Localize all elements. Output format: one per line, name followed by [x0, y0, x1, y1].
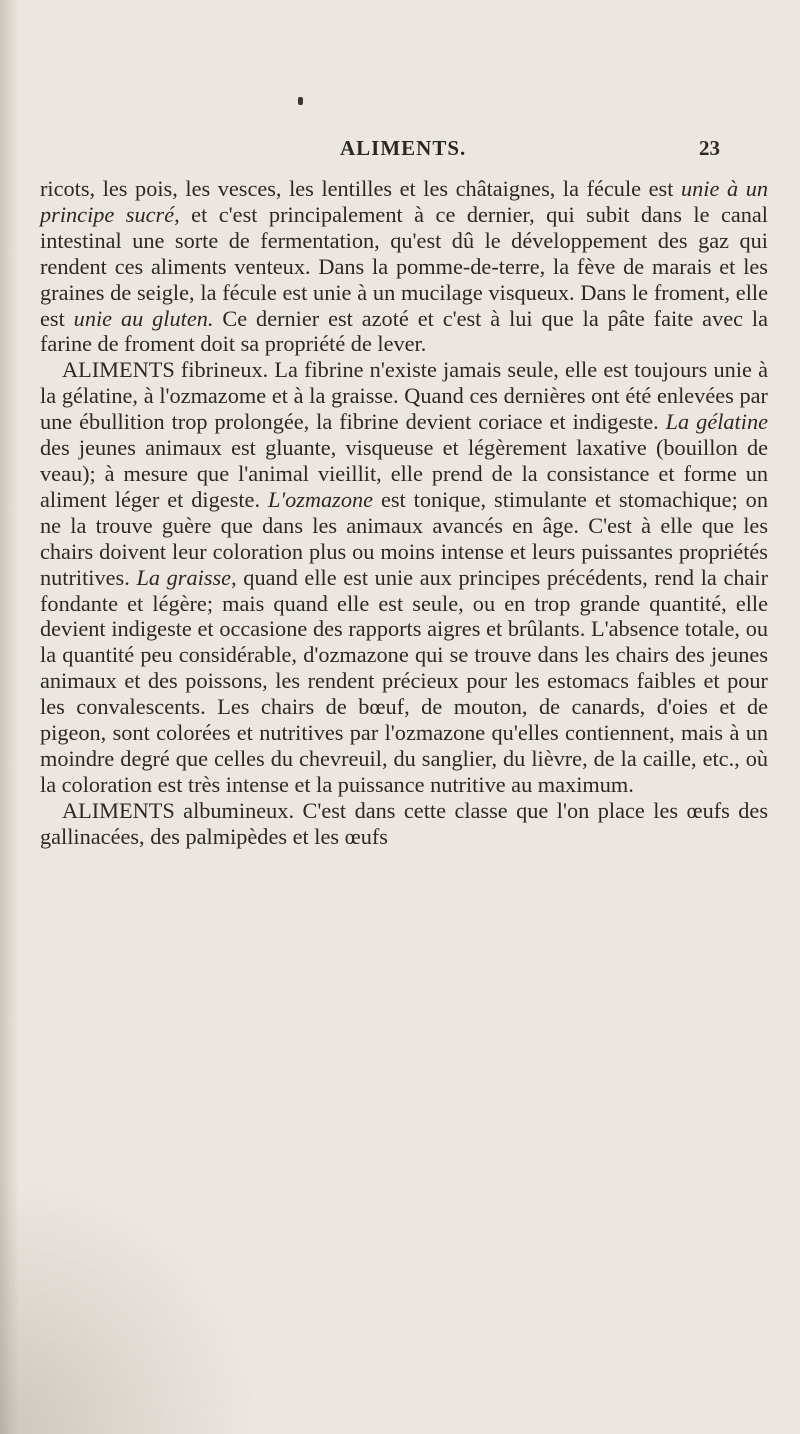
paragraph-fibrineux [40, 357, 768, 797]
ink-speck [298, 97, 303, 105]
text-run: des jeunes animaux est gluante, visqueuse et légèrement laxative (bouillon de veau); à mesure que l'animal vieillit, elle prend de la consistance et forme un aliment léger et digeste. [40, 435, 768, 512]
text-run: et c'est principalement à ce dernier, qui subit dans le canal intestinal une sorte de fermentation, qu'est dû le développement des gaz qui rendent ces aliments venteux. Dans la pomme-de-terre, la fève de marais et les graines de seigle, la fécule est unie à un mucilage visqueux. Dans le froment, elle est [40, 201, 768, 331]
text-run: ALIMENTS fibrineux. La fibrine n'existe jamais seule, elle est toujours unie à la gélatine, à l'ozmazome et à la graisse. Quand ces dernières ont été enlevées par une ébullition trop prolongée, la fibrine devient coriace et indigeste. [40, 357, 768, 435]
body-text [40, 176, 768, 850]
italic-run: La gélatine [665, 409, 768, 435]
italic-run: unie à un principe sucré, [40, 176, 768, 227]
page-number: 23 [699, 136, 720, 160]
text-run: est tonique, stimulante et stomachique; on ne la trouve guère que dans les animaux avancés en âge. C'est à elle que les chairs doivent leur coloration plus ou moins intense et leurs puissantes propriétés nutritives. [40, 486, 768, 590]
italic-run: unie au gluten. [73, 305, 214, 331]
italic-run: L'ozmazone [267, 486, 374, 512]
text-run: Ce dernier est azoté et c'est à lui que la pâte faite avec la farine de froment doit sa propriété de lever. [40, 305, 768, 357]
text-run: ricots, les pois, les vesces, les lentilles et les châtaignes, la fécule est [40, 176, 681, 201]
paragraph-albumineux [40, 798, 768, 850]
italic-run: La graisse [136, 564, 232, 590]
text-run: , quand elle est unie aux principes précédents, rend la chair fondante et légère; mais quand elle est seule, ou en trop grande quantité, elle devient indigeste et occasione des rapports aigres et brûlants. L'absence totale, ou la quantité peu considérable, d'ozmazone qui se trouve dans les chairs des jeunes animaux et des poissons, les rendent précieux pour les estomacs faibles et pour les convalescents. Les chairs de bœuf, de mouton, de canards, d'oies et de pigeon, sont colorées et nutritives par l'ozmazone qu'elles contiennent, mais à un moindre degré que celles du chevreuil, du sanglier, du lièvre, de la caille, etc., où la coloration est très intense et la puissance nutritive au maximum. [40, 564, 769, 797]
text-run: ALIMENTS albumineux. C'est dans cette classe que l'on place les œufs des gallinacées, des palmipèdes et les œufs [40, 797, 768, 849]
paragraph-continuation [40, 176, 768, 357]
page-corner-shadow [0, 1174, 260, 1434]
page-header [0, 136, 800, 166]
running-head: ALIMENTS. [340, 136, 467, 160]
